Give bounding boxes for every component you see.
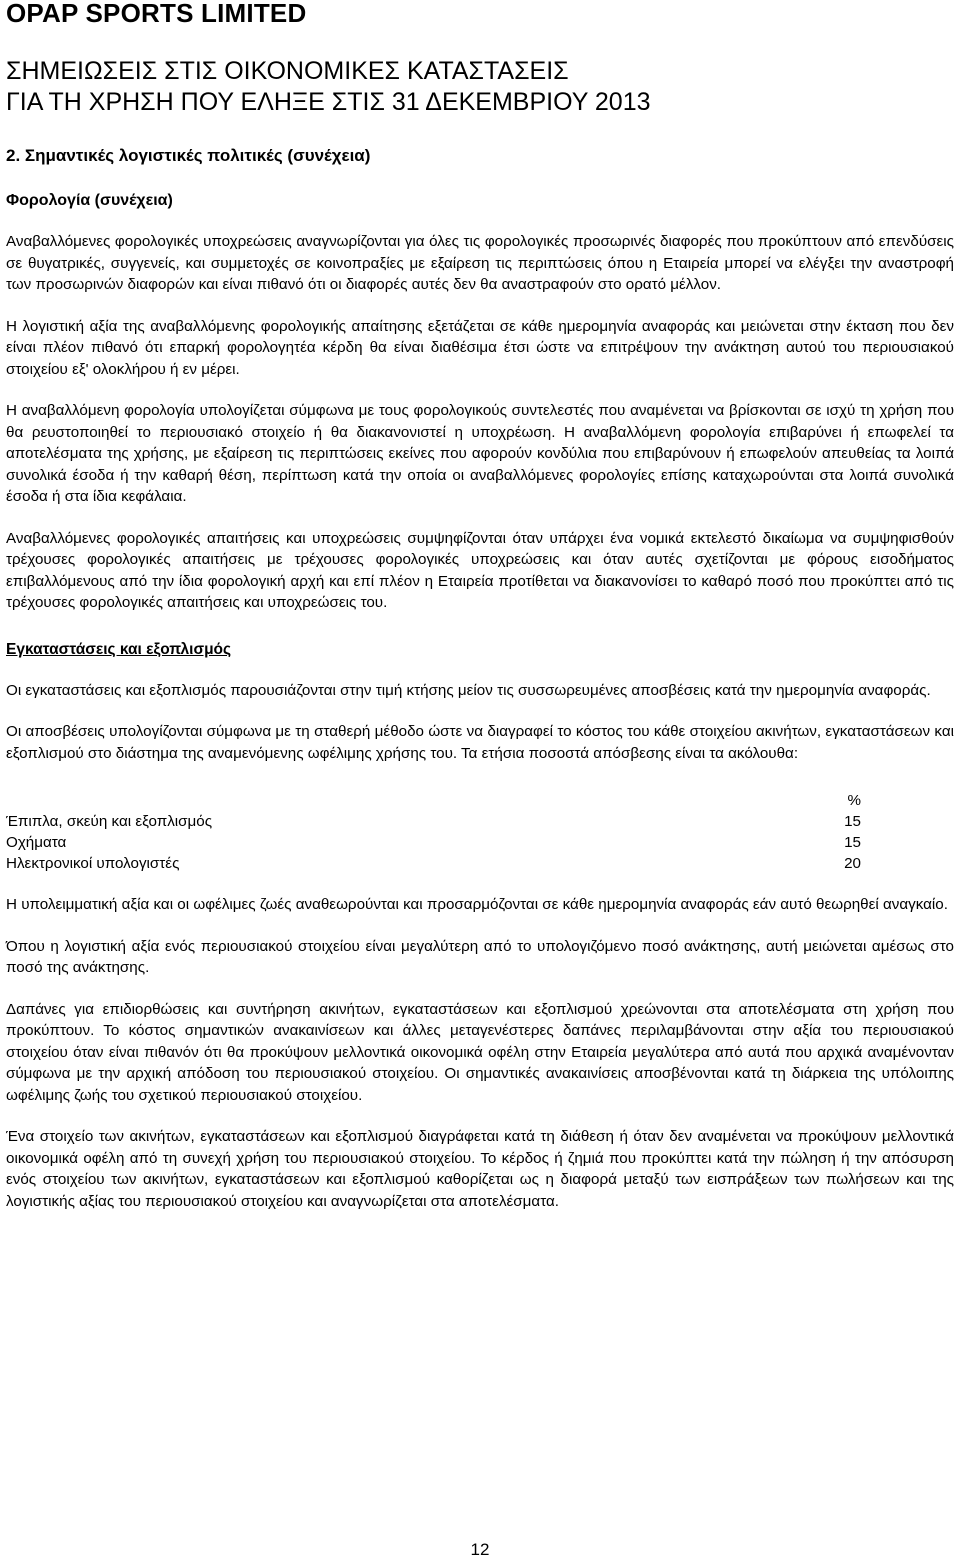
depreciation-rates-table [6, 790, 861, 874]
ppe-paragraph: Όπου η λογιστική αξία ενός περιουσιακού στοιχείου είναι μεγαλύτερη από το υπολογιζόμενο ποσό ανάκτησης, αυτή μειώνεται αμέσως στο ποσό της ανάκτησης. [6, 937, 954, 976]
tax-paragraph: Αναβαλλόμενες φορολογικές απαιτήσεις και υποχρεώσεις συμψηφίζονται όταν υπάρχει ένα νομικά εκτελεστό δικαίωμα να συμψηφισθούν τρέχουσες φορολογικές απαιτήσεις με τρέχουσες φορολογικές υποχρεώσεις και όταν αυτές σχετίζονται με φόρους εισοδήματος επιβαλλόμενους από την ίδια φορολογική αρχή και επί πλέον η Εταιρεία προτίθεται να διακανονίσει το καθαρό ποσό που προκύπτει από τις τρέχουσες φορολογικές απαιτήσεις και υποχρεώσεις του. [6, 529, 954, 611]
tax-paragraph: Αναβαλλόμενες φορολογικές υποχρεώσεις αναγνωρίζονται για όλες τις φορολογικές προσωρινές διαφορές που προκύπτουν από επενδύσεις σε θυγατρικές, συγγενείς, και συμμετοχές σε κοινοπραξίες με εξαίρεση τις περιπτώσεις όπου η Εταιρεία μπορεί να ελέγξει την αναστροφή των προσωρινών διαφορών και είναι πιθανό ότι οι διαφορές αυτές δεν θα αναστραφούν στο ορατό μέλλον. [6, 233, 954, 293]
document-title [6, 56, 954, 118]
table-row [6, 832, 861, 853]
title-line-1: ΣΗΜΕΙΩΣΕΙΣ ΣΤΙΣ ΟΙΚΟΝΟΜΙΚΕΣ ΚΑΤΑΣΤΑΣΕΙΣ [6, 57, 569, 85]
section-title: 2. Σημαντικές λογιστικές πολιτικές (συνέχεια) [6, 146, 371, 165]
tax-paragraph: Η λογιστική αξία της αναβαλλόμενης φορολογικής απαίτησης εξετάζεται σε κάθε ημερομηνία αναφοράς και μειώνεται στην έκταση που δεν είναι πλέον πιθανό ότι επαρκή φορολογητέα κέρδη θα είναι διαθέσιμα έτσι ώστε να επιτρέψουν την ανάκτηση αυτού του περιουσιακού στοιχείου εξ' ολοκλήρου ή εν μέρει. [6, 317, 954, 378]
rate-label: Έπιπλα, σκεύη και εξοπλισμός [6, 813, 213, 830]
ppe-paragraph: Οι εγκαταστάσεις και εξοπλισμός παρουσιάζονται στην τιμή κτήσης μείον τις συσσωρευμένες αποσβέσεις κατά την ημερομηνία αναφοράς. [6, 681, 931, 699]
ppe-heading: Εγκαταστάσεις και εξοπλισμός [6, 640, 232, 658]
table-header-row [6, 790, 861, 811]
ppe-paragraph: Οι αποσβέσεις υπολογίζονται σύμφωνα με τη σταθερή μέθοδο ώστε να διαγραφεί το κόστος του κάθε στοιχείου ακινήτων, εγκαταστάσεων και εξοπλισμού στο διάστημα της αναμενόμενης ωφέλιμης χρήσης του. Τα ετήσια ποσοστά απόσβεσης είναι τα ακόλουθα: [6, 723, 954, 762]
rate-label: Οχήματα [6, 834, 67, 851]
ppe-paragraph: Δαπάνες για επιδιορθώσεις και συντήρηση ακινήτων, εγκαταστάσεων και εξοπλισμού χρεώνονται στα αποτελέσματα στη χρήση που προκύπτουν. Το κόστος σημαντικών ανακαινίσεων και άλλες μεταγενέστερες δαπάνες περιλαμβάνονται στην αξία του περιουσιακού στοιχείου όταν είναι πιθανόν ότι θα προκύψουν μελλοντικά οικονομικά οφέλη στην Εταιρεία μεγαλύτερα από αυτά που αρχικά αναμένονταν σύμφωνα με την αρχική απόδοση του περιουσιακού στοιχείου. Οι σημαντικές ανακαινίσεις αποσβένονται κατά τη διάρκεια της υπόλοιπης ωφέλιμης ζωής του σχετικού περιουσιακού στοιχείου. [6, 1000, 954, 1104]
percent-header: % [847, 792, 861, 809]
rate-label: Ηλεκτρονικοί υπολογιστές [6, 855, 180, 872]
rate-value: 15 [844, 834, 861, 851]
table-row [6, 811, 861, 832]
rate-value: 20 [844, 855, 861, 872]
tax-paragraph: Η αναβαλλόμενη φορολογία υπολογίζεται σύμφωνα με τους φορολογικούς συντελεστές που αναμένεται να βρίσκονται σε ισχύ τη χρήση που θα ρευστοποιηθεί το περιουσιακό στοιχείο ή θα διακανονιστεί η υποχρέωση. Η αναβαλλόμενη φορολογία επιβαρύνει ή επωφελεί τα αποτελέσματα της χρήσης, με εξαίρεση τις περιπτώσεις εκείνες που αφορούν κονδύλια που επιβαρύνουν ή επωφελούν απευθείας τα λοιπά συνολικά έσοδα ή την καθαρή θέση, περίπτωση κατά την οποία οι αναβαλλόμενες φορολογίες επίσης καταχωρούνται στα λοιπά συνολικά έσοδα ή στα ίδια κεφάλαια. [6, 402, 954, 505]
ppe-paragraph: Ένα στοιχείο των ακινήτων, εγκαταστάσεων και εξοπλισμού διαγράφεται κατά τη διάθεση ή όταν δεν αναμένεται να προκύψουν μελλοντικά οικονομικά οφέλη από τη συνεχή χρήση του περιουσιακού στοιχείου. Το κέρδος ή ζημιά που προκύπτει κατά την πώληση ή την απόσυρση ενός στοιχείου των ακινήτων, εγκαταστάσεων και εξοπλισμού καθορίζεται ως η διαφορά μεταξύ των εισπράξεων των πωλήσεων και της λογιστικής αξίας του περιουσιακού στοιχείου και αναγνωρίζεται στα αποτελέσματα. [6, 1128, 954, 1210]
title-line-2: ΓΙΑ ΤΗ ΧΡΗΣΗ ΠΟΥ ΕΛΗΞΕ ΣΤΙΣ 31 ΔΕΚΕΜΒΡΙΟΥ 2013 [6, 88, 651, 116]
page-number: 12 [470, 1540, 490, 1559]
rate-value: 15 [844, 813, 861, 830]
subsection-title: Φορολογία (συνέχεια) [6, 192, 173, 209]
document-page [6, 0, 954, 1212]
ppe-paragraph: Η υπολειμματική αξία και οι ωφέλιμες ζωές αναθεωρούνται και προσαρμόζονται σε κάθε ημερομηνία αναφοράς εάν αυτό θεωρηθεί αναγκαίο. [6, 896, 948, 913]
company-name: OPAP SPORTS LIMITED [6, 0, 307, 28]
table-row [6, 853, 861, 874]
